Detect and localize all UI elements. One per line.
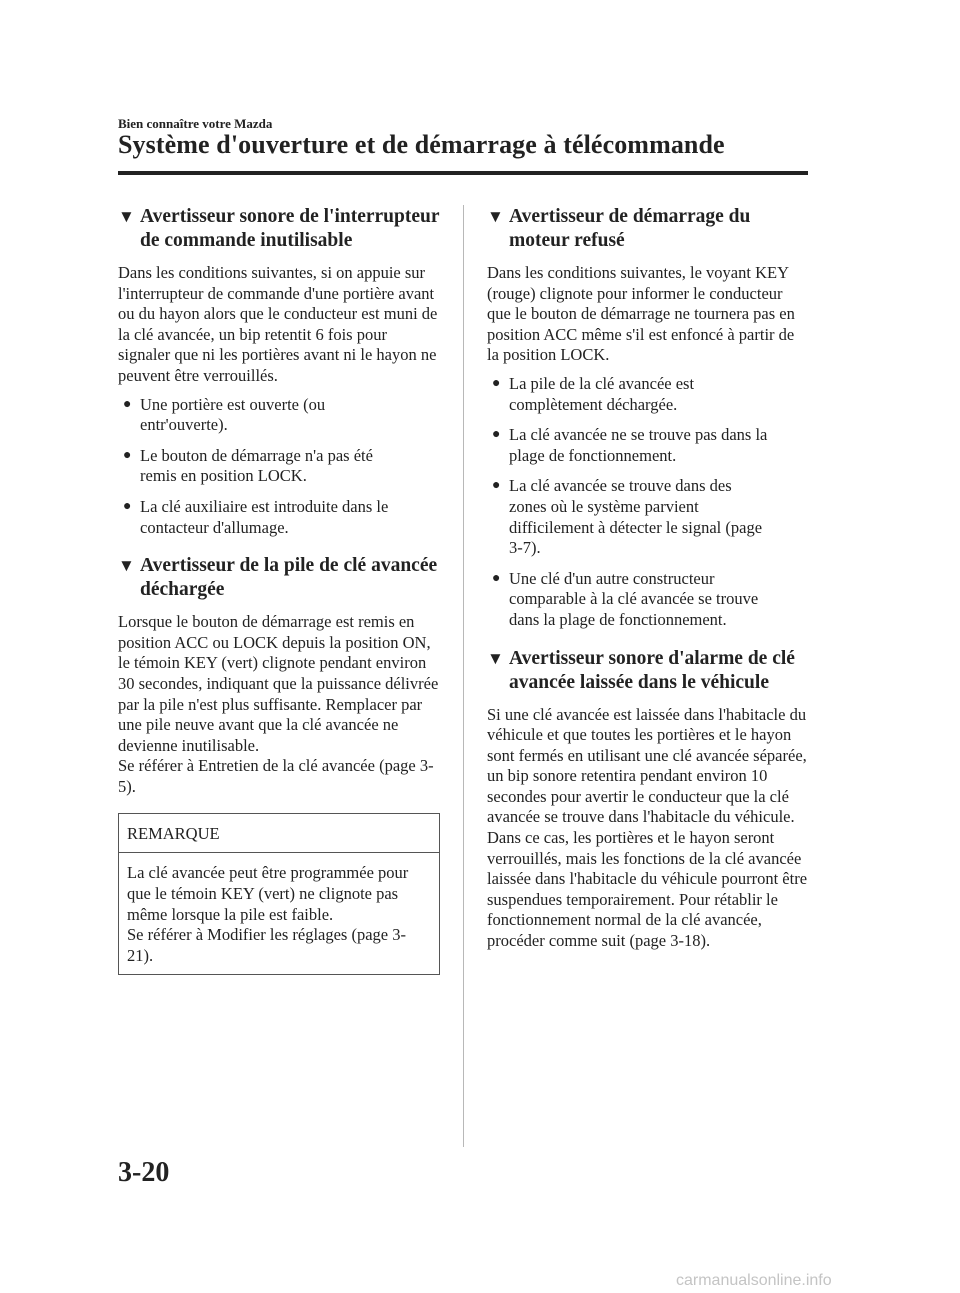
- bullet-icon: ●: [123, 447, 132, 463]
- list-item-text: Le bouton de démarrage n'a pas été remis en position LOCK.: [140, 445, 373, 486]
- section-heading-text: Avertisseur sonore de l'interrupteur de commande inutilisable: [140, 206, 440, 251]
- section-low-battery-warning: [118, 554, 440, 797]
- bullet-icon: ●: [492, 427, 501, 443]
- list-item-text: Une portière est ouverte (ou entr'ouverte).: [140, 394, 326, 435]
- bullet-icon: ●: [123, 396, 132, 412]
- section-paragraph: Dans les conditions suivantes, si on appuie sur l'interrupteur de commande d'une portière avant ou du hayon alors que le conducteur est muni de la clé avancée, un bip retentit 6 fois pour signaler que ni les portières avant ni le hayon ne peuvent être verrouillés.: [118, 263, 438, 385]
- list-item-text: La clé auxiliaire est introduite dans le contacteur d'allumage.: [140, 496, 389, 537]
- section-heading-text: Avertisseur de la pile de clé avancée déchargée: [140, 555, 438, 601]
- section-paragraph: Lorsque le bouton de démarrage est remis en position ACC ou LOCK depuis la position ON, le témoin KEY (vert) clignote pendant environ 30 secondes, indiquant que la puissance délivrée par la pile n'est plus suffisante. Remplacer par une pile neuve avant que la clé avancée ne devienne inutilisable. Se référer à Entretien de la clé avancée (page 3-5).: [118, 612, 439, 796]
- list-item: [487, 425, 809, 466]
- watermark: carmanualsonline.info: [676, 1272, 832, 1289]
- triangle-down-icon: ▼: [118, 556, 135, 576]
- bullet-icon: ●: [492, 375, 501, 391]
- section-heading: [487, 205, 809, 253]
- list-item-text: La clé avancée se trouve dans des zones où le système parvient difficilement à détecter le signal (page 3-7).: [509, 476, 763, 558]
- bullet-icon: ●: [492, 478, 501, 494]
- bullet-icon: ●: [123, 498, 132, 514]
- section-heading: [118, 205, 440, 253]
- section-key-left-in-vehicle: [487, 647, 809, 952]
- triangle-down-icon: ▼: [487, 207, 504, 226]
- list-item-text: Une clé d'un autre constructeur comparable à la clé avancée se trouve dans la plage de fonctionnement.: [509, 568, 759, 629]
- section-heading-text: Avertisseur sonore d'alarme de clé avancée laissée dans le véhicule: [509, 647, 795, 693]
- note-body: La clé avancée peut être programmée pour que le témoin KEY (vert) ne clignote pas même lorsque la pile est faible. Se référer à Modifier les réglages (page 3-21).: [127, 863, 409, 965]
- list-item: [118, 446, 440, 487]
- section-paragraph: Si une clé avancée est laissée dans l'habitacle du véhicule et que toutes les portières et le hayon sont fermés en utilisant une clé avancée séparée, un bip sonore retentira pendant environ 10 secondes pour avertir le conducteur que la clé avancée se trouve dans l'habitacle du véhicule. Dans ce cas, les portières et le hayon seront verrouillés, mais les fonctions de la clé avancée laissée dans l'habitacle du véhicule pourront être suspendues temporairement. Pour rétablir le fonctionnement normal de la clé avancée, procéder comme suit (page 3-18).: [487, 704, 808, 951]
- section-heading: [118, 554, 440, 602]
- section-heading-text: Avertisseur de démarrage du moteur refusé: [509, 206, 751, 251]
- section-heading: [487, 647, 809, 695]
- bullet-list: [487, 374, 809, 631]
- list-item: [487, 569, 809, 631]
- page-number: 3-20: [118, 1157, 170, 1188]
- bullet-list: [118, 395, 440, 539]
- bullet-icon: ●: [492, 570, 501, 586]
- section-paragraph: Dans les conditions suivantes, le voyant KEY (rouge) clignote pour informer le conducteur que le bouton de démarrage ne tournera pas en position ACC même s'il est enfoncé à partir de la position LOCK.: [487, 263, 795, 365]
- list-item: [118, 395, 440, 436]
- note-title: REMARQUE: [119, 814, 439, 853]
- triangle-down-icon: ▼: [118, 207, 135, 226]
- list-item: [487, 476, 809, 558]
- note-box: [118, 813, 440, 975]
- title-rule: [118, 171, 808, 175]
- column-divider: [463, 205, 464, 1147]
- list-item-text: La clé avancée ne se trouve pas dans la plage de fonctionnement.: [509, 425, 768, 465]
- section-supertitle: Bien connaître votre Mazda: [118, 116, 273, 131]
- section-control-switch-beep: [118, 205, 440, 538]
- triangle-down-icon: ▼: [487, 648, 504, 668]
- page-title: Système d'ouverture et de démarrage à télécommande: [118, 130, 725, 159]
- list-item: [118, 497, 440, 538]
- section-engine-start-refused: [487, 205, 809, 631]
- list-item: [487, 374, 809, 415]
- right-column: [487, 205, 809, 968]
- left-column: [118, 205, 440, 975]
- list-item-text: La pile de la clé avancée est complètement déchargée.: [509, 373, 695, 414]
